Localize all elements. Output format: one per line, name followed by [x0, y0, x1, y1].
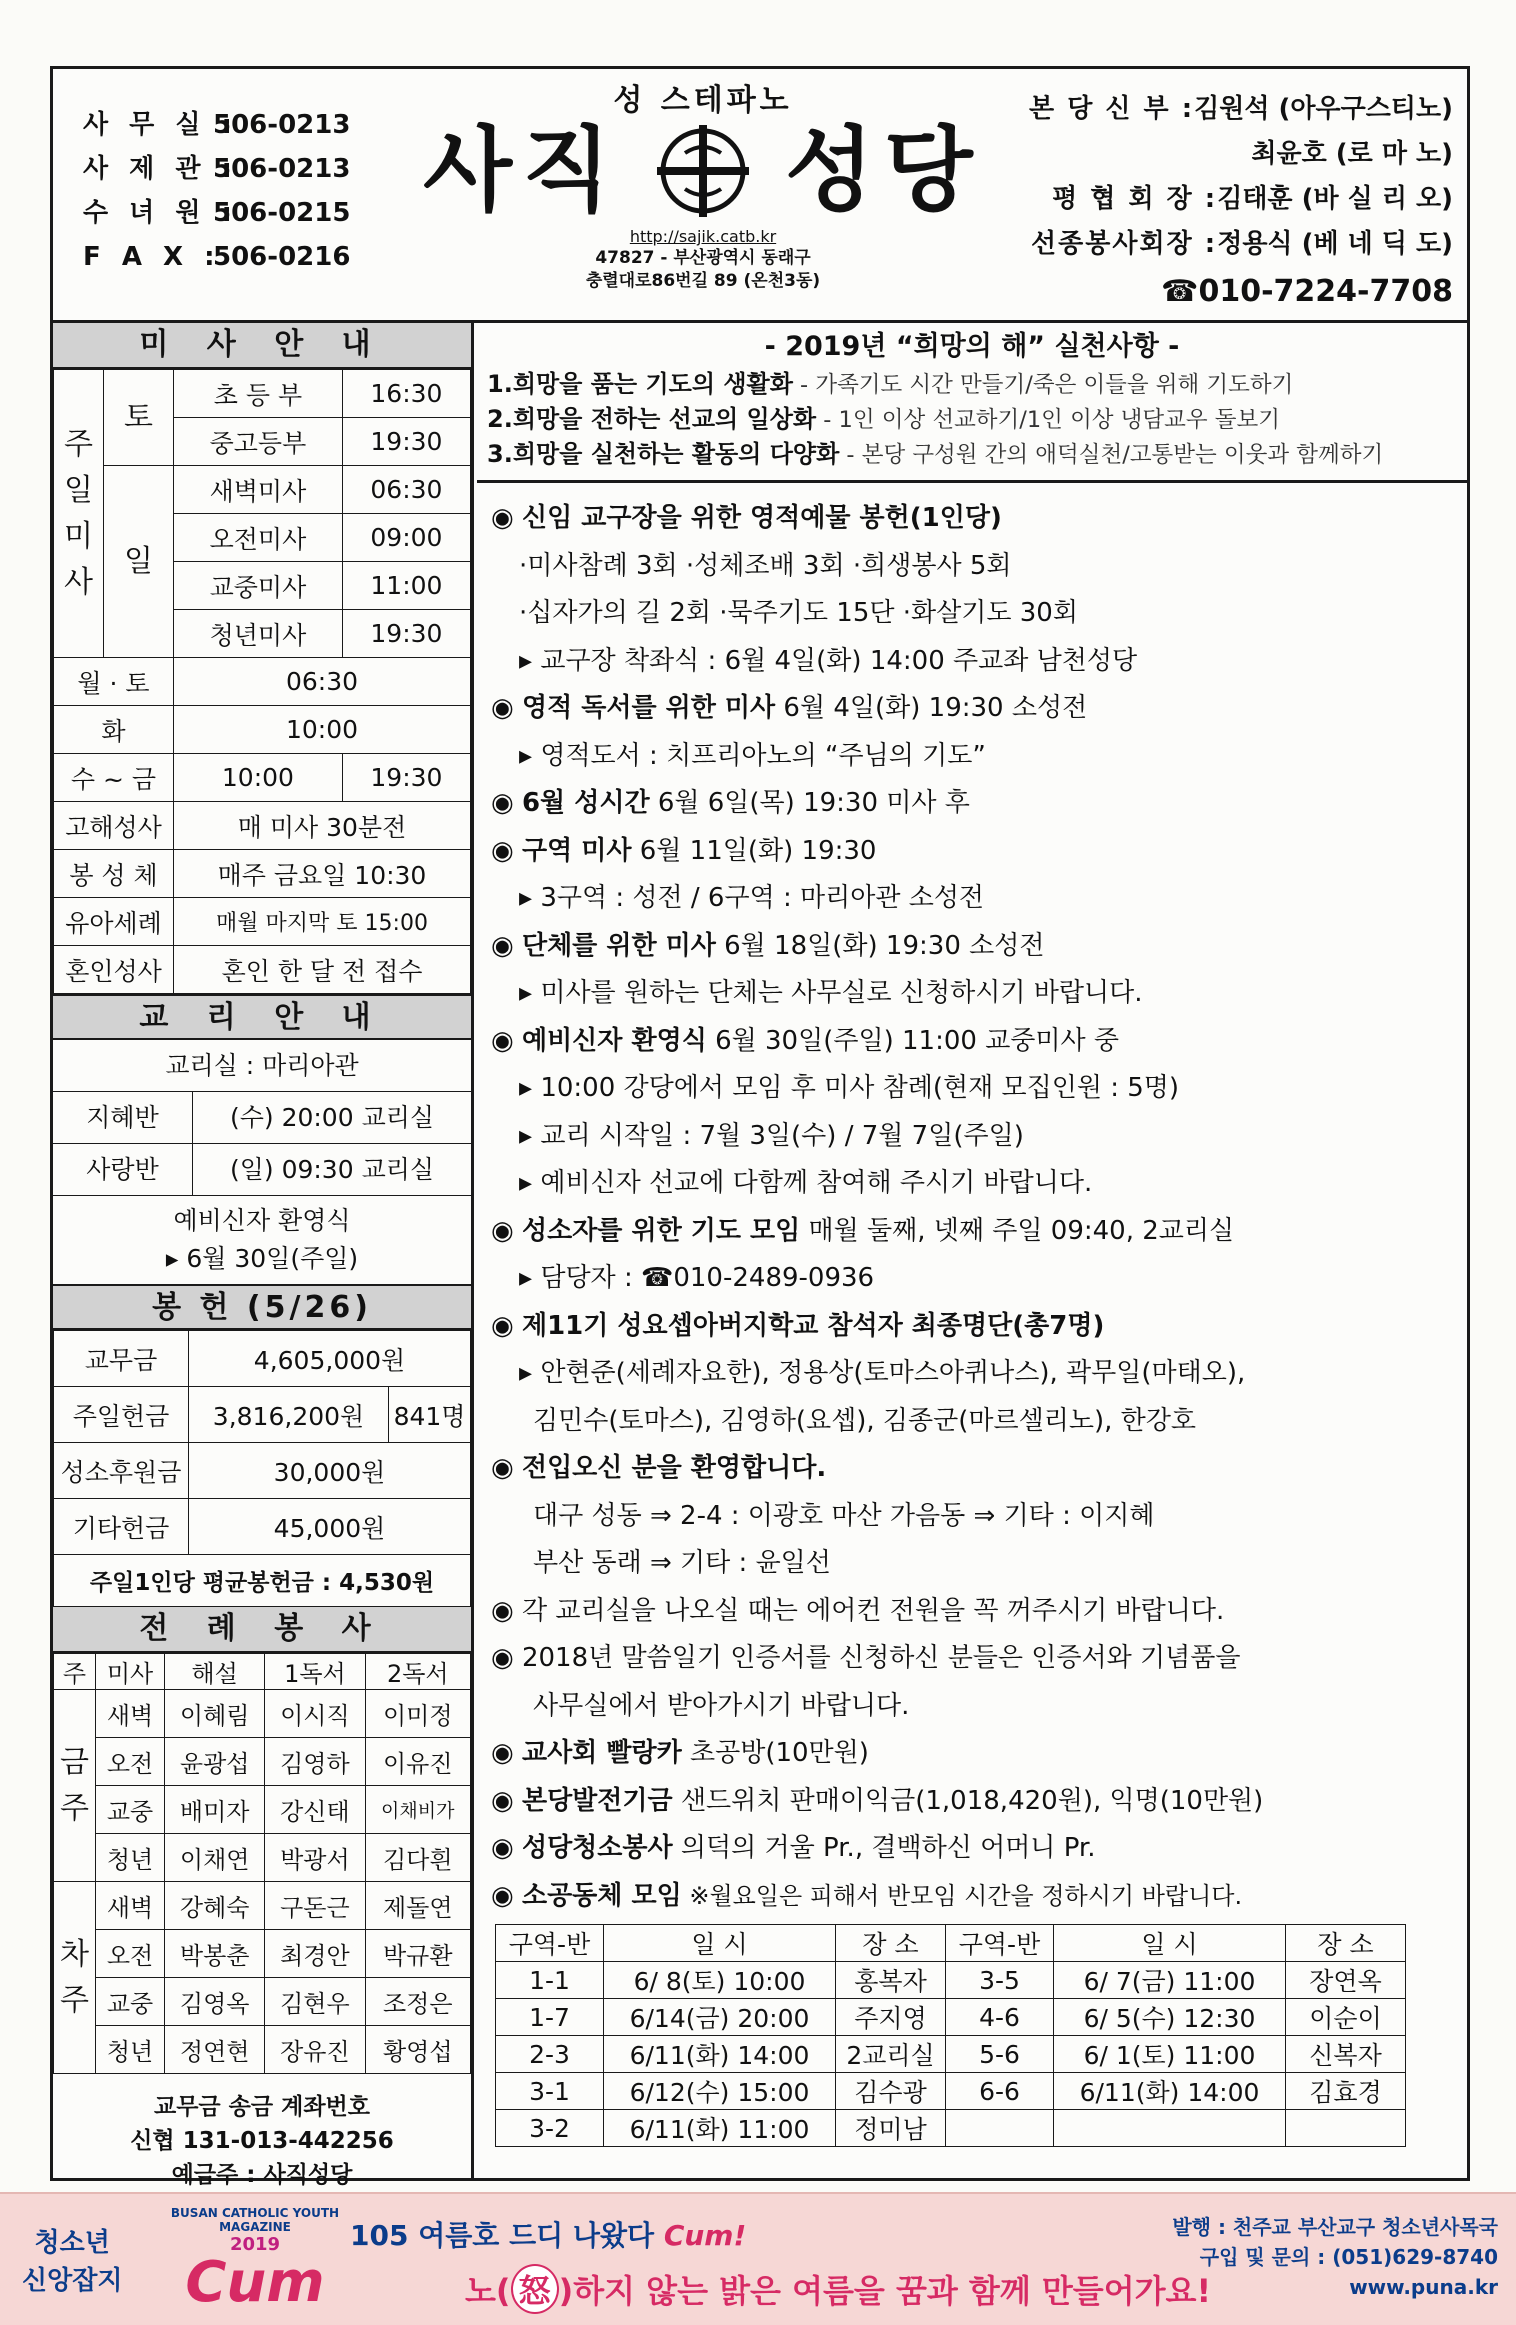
news-text: 6월 4일(화) 19:30 소성전: [775, 693, 1088, 723]
fax-label: F A X :: [83, 242, 221, 272]
minister: 박봉춘: [165, 1930, 265, 1978]
contact-phone: ☎010-7224-7708: [1161, 274, 1453, 309]
welcome-ceremony-note: [53, 1196, 471, 1284]
news-item: [491, 780, 1457, 828]
cell: 2-3: [496, 2036, 604, 2073]
cell: 6-6: [946, 2073, 1054, 2110]
mass-slot: 오전: [96, 1930, 165, 1978]
slogan-kanji: 怒: [511, 2264, 559, 2314]
sacrament-label: 봉 성 체: [54, 850, 174, 898]
staff-name: 김태훈 (바 실 리 오): [1217, 184, 1453, 214]
cell: 신복자: [1286, 2036, 1406, 2073]
publisher-contact: 구입 및 문의 : (051)629-8740: [1199, 2245, 1498, 2269]
average-offering: 주일1인당 평균봉헌금 : 4,530원: [54, 1555, 471, 1607]
mass-name: 오전미사: [174, 514, 343, 562]
mass-heading: 미 사 안 내: [53, 323, 471, 369]
cell: 6/14(금) 20:00: [604, 1999, 836, 2036]
col-commentary: 해설: [165, 1654, 265, 1690]
minister: 황영섭: [365, 2026, 470, 2074]
offering-table: [53, 1330, 471, 1607]
sacrament-label: 혼인성사: [54, 946, 174, 994]
news-detail: ▸ 안현준(세례자요한), 정용상(토마스아퀴나스), 곽무일(마태오),: [491, 1350, 1457, 1398]
minister: 장유진: [265, 2026, 365, 2074]
news-text: ※월요일은 피해서 반모임 시간을 정하시기 바랍니다.: [681, 1881, 1243, 1910]
doctrine-section: [53, 1040, 471, 1284]
cell: 6/ 1(토) 11:00: [1054, 2036, 1286, 2073]
news-text: 6월 30일(주일) 11:00 교중미사 중: [706, 1025, 1120, 1056]
minister: 강혜숙: [165, 1882, 265, 1930]
mass-slot: 청년: [96, 1834, 165, 1882]
news-detail: ▸ 미사를 원하는 단체는 사무실로 신청하시기 바랍니다.: [491, 970, 1457, 1018]
cell: 주지영: [836, 1999, 946, 2036]
minister: 강신태: [265, 1786, 365, 1834]
goal-item: [487, 437, 1457, 472]
mass-slot: 교중: [96, 1786, 165, 1834]
news-title: 신임 교구장을 위한 영적예물 봉헌(1인당): [521, 503, 1002, 533]
news-item: [491, 1018, 1457, 1066]
table-row: [496, 1962, 1406, 1999]
church-title-block: [403, 75, 1003, 292]
news-detail: ▸ 영적도서 : 치프리아노의 “주님의 기도”: [491, 733, 1457, 781]
news-text: 매월 둘째, 넷째 주일 09:40, 2교리실: [800, 1215, 1235, 1246]
news-title: 성소자를 위한 기도 모임: [521, 1215, 801, 1246]
cell: [1286, 2110, 1406, 2147]
news-detail: 대구 성동 ⇒ 2-4 : 이광호 마산 가음동 ⇒ 기타 : 이지혜: [533, 1500, 1155, 1531]
offering-heading: 봉 헌 (5/26): [53, 1284, 471, 1330]
cell: 김효경: [1286, 2073, 1406, 2110]
church-url-link[interactable]: http://sajik.catb.kr: [629, 227, 777, 246]
goal-title: 1.희망을 품는 기도의 생활화: [487, 370, 793, 398]
news-title: 소공동체 모임: [521, 1880, 682, 1911]
col-place: 장 소: [1286, 1925, 1406, 1962]
cum-logo: Cum: [185, 2250, 325, 2315]
headline-text: 105 여름호 드디 나왔다: [350, 2219, 655, 2252]
sacrament-label: 유아세례: [54, 898, 174, 946]
class-time: (일) 09:30 교리실: [229, 1155, 435, 1184]
cell: 6/ 7(금) 11:00: [1054, 1962, 1286, 1999]
goal-desc: - 가족기도 시간 만들기/죽은 이들을 위해 기도하기: [792, 372, 1294, 398]
mass-name: 중고등부: [174, 418, 343, 466]
sunday-mass-label: 주일미사: [54, 370, 104, 658]
news-title: 예비신자 환영식: [521, 1025, 707, 1056]
cell: 6/ 5(수) 12:30: [1054, 1999, 1286, 2036]
news-detail: ·십자가의 길 2회 ·묵주기도 15단 ·화살기도 30회: [519, 598, 1078, 628]
news-text: 6월 18일(화) 19:30 소성전: [715, 930, 1045, 961]
magazine-banner[interactable]: [0, 2192, 1516, 2325]
minister: 박광서: [265, 1834, 365, 1882]
cell: 6/ 8(토) 10:00: [604, 1962, 836, 1999]
col-reading1: 1독서: [265, 1654, 365, 1690]
offering-label: 교무금: [54, 1331, 189, 1387]
mass-schedule-table: [53, 369, 471, 994]
offering-amount: 45,000원: [189, 1499, 471, 1555]
cell: 1-1: [496, 1962, 604, 1999]
goal-desc: - 본당 구성원 간의 애덕실천/고통받는 이웃과 함께하기: [839, 442, 1384, 468]
minister: 김영옥: [165, 1978, 265, 2026]
news-item: [491, 828, 1457, 876]
news-item: ◉ 2018년 말씀일기 인증서를 신청하신 분들은 인증서와 기념품을: [491, 1635, 1457, 1683]
minister: 제돌연: [365, 1882, 470, 1930]
mass-time: 09:00: [342, 514, 470, 562]
offering-amount: 4,605,000원: [189, 1331, 471, 1387]
col-datetime: 일 시: [604, 1925, 836, 1962]
sacrament-value: 혼인 한 달 전 접수: [174, 946, 471, 994]
title-left: 사직: [423, 117, 621, 224]
goal-title: 3.희망을 실천하는 활동의 다양화: [487, 440, 840, 468]
weekday-time: 19:30: [342, 754, 470, 802]
news-item: [491, 685, 1457, 733]
weekday-label: 월 · 토: [54, 658, 174, 706]
goal-item: [487, 402, 1457, 437]
publisher: 발행 : 천주교 부산교구 청소년사목국: [1172, 2215, 1498, 2239]
news-text: 6월 11일(화) 19:30: [631, 835, 877, 866]
title-right: 성당: [785, 117, 983, 224]
mass-slot: 오전: [96, 1738, 165, 1786]
news-detail: ·미사참례 3회 ·성체조배 3회 ·희생봉사 5회: [519, 550, 1012, 581]
mass-slot: 새벽: [96, 1690, 165, 1738]
minister: 박규환: [365, 1930, 470, 1978]
address-line-1: 47827 - 부산광역시 동래구: [595, 248, 811, 268]
news-text: 6월 6일(목) 19:30 미사 후: [649, 788, 970, 818]
cell: 5-6: [946, 2036, 1054, 2073]
weekday-label: 수 ~ 금: [54, 754, 174, 802]
goal-title: 2.희망을 전하는 선교의 일상화: [487, 405, 817, 433]
bulletin-header: [53, 69, 1467, 323]
cell: 6/12(수) 15:00: [604, 2073, 836, 2110]
news-title: 본당발전기금: [521, 1785, 673, 1816]
minister: 조정은: [365, 1978, 470, 2026]
minister: 이혜림: [165, 1690, 265, 1738]
news-item: [491, 1778, 1457, 1826]
magazine-year: 2019: [229, 2234, 281, 2255]
fax-number: 506-0216: [213, 242, 351, 272]
headline-cum: Cum!: [663, 2219, 747, 2252]
cell: 3-2: [496, 2110, 604, 2147]
mass-time: 06:30: [342, 466, 470, 514]
news-detail: ▸ 3구역 : 성전 / 6구역 : 마리아관 소성전: [491, 875, 1457, 923]
offering-amount: 3,816,200원: [189, 1387, 389, 1443]
office-contacts: [83, 103, 350, 279]
minister: 이미정: [365, 1690, 470, 1738]
class-time: (수) 20:00 교리실: [229, 1103, 435, 1132]
mass-slot: 교중: [96, 1978, 165, 2026]
cell: 6/11(화) 11:00: [604, 2110, 836, 2147]
news-detail: ▸ 교리 시작일 : 7월 3일(수) / 7월 7일(주일): [491, 1113, 1457, 1161]
news-title: 영적 독서를 위한 미사: [521, 693, 776, 723]
convent-label: 수 녀 원 :: [83, 198, 238, 228]
account-info: [53, 2074, 471, 2192]
news-title: 전입오신 분을 환영합니다.: [521, 1453, 827, 1483]
table-row: [496, 1999, 1406, 2036]
class-name: 지혜반: [53, 1092, 193, 1143]
news-item: [491, 1873, 1457, 1921]
news-item: [491, 495, 1457, 543]
offering-label: 기타헌금: [54, 1499, 189, 1555]
offering-amount: 30,000원: [189, 1443, 471, 1499]
staff-role: 평 협 회 장 :: [1052, 184, 1218, 214]
weekday-label: 화: [54, 706, 174, 754]
goal-desc: - 1인 이상 선교하기/1인 이상 냉담교우 돌보기: [816, 407, 1280, 433]
news-item: [491, 1730, 1457, 1778]
news-item: [491, 1208, 1457, 1256]
minister: 최경안: [265, 1930, 365, 1978]
mass-time: 19:30: [342, 418, 470, 466]
cell: 홍복자: [836, 1962, 946, 1999]
liturgy-table: [53, 1653, 471, 2074]
news-text: 초공방(10만원): [681, 1738, 869, 1768]
cell: 6/11(화) 14:00: [604, 2036, 836, 2073]
news-list: [477, 483, 1467, 2147]
cell: 김수광: [836, 2073, 946, 2110]
news-item: [491, 1445, 1457, 1493]
church-title: [403, 117, 1003, 224]
offering-label: 주일헌금: [54, 1387, 189, 1443]
news-title: 6월 성시간: [521, 788, 650, 818]
cell: 6/11(화) 14:00: [1054, 2073, 1286, 2110]
minister: 이시직: [265, 1690, 365, 1738]
doctrine-room: 교리실 : 마리아관: [53, 1040, 471, 1092]
col-district: 구역-반: [946, 1925, 1054, 1962]
bulletin-frame: [50, 66, 1470, 2188]
staff-list: [1029, 87, 1453, 314]
news-item: [491, 1825, 1457, 1873]
cell: [946, 2110, 1054, 2147]
staff-name: 정용식 (베 네 딕 도): [1217, 229, 1453, 259]
cell: 장연옥: [1286, 1962, 1406, 1999]
news-item: [491, 1303, 1457, 1351]
minister: 정연현: [165, 2026, 265, 2074]
sacrament-value: 매주 금요일 10:30: [174, 850, 471, 898]
mass-name: 초 등 부: [174, 370, 343, 418]
minister: 이채비가: [365, 1786, 470, 1834]
cell: 3-1: [496, 2073, 604, 2110]
table-row: [496, 2110, 1406, 2147]
left-column: [53, 323, 474, 2188]
next-week-label: 차주: [54, 1882, 96, 2074]
publisher-website-link[interactable]: www.puna.kr: [1349, 2275, 1498, 2299]
yearly-goals: [477, 323, 1467, 483]
sacrament-value: 매 미사 30분전: [174, 802, 471, 850]
minister: 김현우: [265, 1978, 365, 2026]
banner-slogan: 노( 怒 )하지 않는 밝은 여름을 꿈과 함께 만들어가요!: [465, 2264, 1211, 2314]
office-label: 사 무 실 :: [83, 110, 238, 140]
account-title: 교무금 송금 계좌번호: [154, 2094, 370, 2120]
staff-role: 선종봉사회장 :: [1031, 229, 1218, 259]
magazine-label: [22, 2224, 122, 2300]
col-datetime: 일 시: [1054, 1925, 1286, 1962]
slogan-start: 노: [465, 2272, 496, 2310]
publisher-info: [1172, 2212, 1498, 2302]
news-title: 구역 미사: [521, 835, 632, 866]
magazine-label-2: 신앙잡지: [22, 2266, 123, 2296]
magazine-label-1: 청소년: [34, 2228, 110, 2258]
minister: 김영하: [265, 1738, 365, 1786]
rectory-label: 사 제 관 :: [83, 154, 238, 184]
sunday-label: 일: [104, 466, 174, 658]
class-name: 사랑반: [53, 1144, 193, 1195]
minister: 김다흰: [365, 1834, 470, 1882]
rectory-number: 506-0213: [213, 154, 351, 184]
staff-role: 본 당 신 부 :: [1029, 94, 1195, 124]
col-district: 구역-반: [496, 1925, 604, 1962]
news-title: 교사회 빨랑카: [521, 1738, 682, 1768]
staff-name: 김원석 (아우구스티노): [1194, 94, 1453, 124]
news-detail: ▸ 교구장 착좌식 : 6월 4일(화) 14:00 주교좌 남천성당: [491, 638, 1457, 686]
cell: 정미남: [836, 2110, 946, 2147]
minister: 이유진: [365, 1738, 470, 1786]
doctrine-heading: 교 리 안 내: [53, 994, 471, 1040]
news-title: 단체를 위한 미사: [521, 930, 716, 961]
weekday-time: 06:30: [174, 658, 471, 706]
church-subtitle: 성 스테파노: [613, 83, 793, 118]
small-community-table: [495, 1924, 1406, 2147]
news-text: 샌드위치 판매이익금(1,018,420원), 익명(10만원): [672, 1785, 1264, 1816]
news-detail: ▸ 10:00 강당에서 모임 후 미사 참례(현재 모집인원 : 5명): [491, 1065, 1457, 1113]
table-row: [496, 2036, 1406, 2073]
news-text: 의덕의 거울 Pr., 결백하신 어머니 Pr.: [672, 1833, 1096, 1863]
cell: 이순이: [1286, 1999, 1406, 2036]
news-detail: 부산 동래 ⇒ 기타 : 윤일선: [533, 1548, 831, 1578]
cell: 4-6: [946, 1999, 1054, 2036]
attendance-count: 841명: [389, 1387, 471, 1443]
minister: 윤광섭: [165, 1738, 265, 1786]
minister: 이채연: [165, 1834, 265, 1882]
goals-title: - 2019년 “희망의 해” 실천사항 -: [764, 331, 1180, 362]
minister: 배미자: [165, 1786, 265, 1834]
cross-logo-icon: [655, 123, 751, 219]
mass-name: 청년미사: [174, 610, 343, 658]
liturgy-heading: 전 례 봉 사: [53, 1607, 471, 1653]
news-detail: 사무실에서 받아가시기 바랍니다.: [533, 1690, 910, 1721]
mass-time: 19:30: [342, 610, 470, 658]
mass-time: 16:30: [342, 370, 470, 418]
banner-headline: [350, 2214, 746, 2254]
welcome-note-date: ▸ 6월 30일(주일): [165, 1244, 359, 1273]
saturday-label: 토: [104, 370, 174, 466]
news-item: [491, 923, 1457, 971]
magazine-tagline: BUSAN CATHOLIC YOUTH MAGAZINE: [170, 2206, 340, 2234]
weekday-time: 10:00: [174, 706, 471, 754]
office-number: 506-0213: [213, 110, 351, 140]
weekday-time: 10:00: [174, 754, 343, 802]
minister: 구돈근: [265, 1882, 365, 1930]
sacrament-label: 고해성사: [54, 802, 174, 850]
mass-time: 11:00: [342, 562, 470, 610]
news-title: 성당청소봉사: [521, 1833, 673, 1863]
col-place: 장 소: [836, 1925, 946, 1962]
news-title: 제11기 성요셉아버지학교 참석자 최종명단(총7명): [521, 1310, 1105, 1341]
col-reading2: 2독서: [365, 1654, 470, 1690]
address-line-2: 충렬대로86번길 89 (온천3동): [585, 271, 821, 291]
mass-slot: 새벽: [96, 1882, 165, 1930]
slogan-end: 하지 않는 밝은 여름을 꿈과 함께 만들어가요!: [573, 2272, 1212, 2310]
table-row: [496, 2073, 1406, 2110]
convent-number: 506-0215: [213, 198, 351, 228]
account-holder: 예금주 : 사직성당: [171, 2162, 353, 2188]
news-detail: ▸ 담당자 : ☎010-2489-0936: [491, 1255, 1457, 1303]
right-column: [477, 323, 1467, 2178]
cell: 3-5: [946, 1962, 1054, 1999]
goal-item: [487, 367, 1457, 402]
col-week: 주: [54, 1654, 96, 1690]
welcome-note-title: 예비신자 환영식: [173, 1206, 351, 1235]
magazine-logo: [160, 2206, 350, 2315]
col-mass: 미사: [96, 1654, 165, 1690]
staff-name: 최윤호 (로 마 노): [1251, 139, 1453, 169]
this-week-label: 금주: [54, 1690, 96, 1882]
mass-name: 새벽미사: [174, 466, 343, 514]
news-detail: ▸ 예비신자 선교에 다함께 참여해 주시기 바랍니다.: [491, 1160, 1457, 1208]
cell: 1-7: [496, 1999, 604, 2036]
account-bank: 신협 131-013-442256: [130, 2128, 394, 2154]
mass-slot: 청년: [96, 2026, 165, 2074]
offering-label: 성소후원금: [54, 1443, 189, 1499]
sacrament-value: 매월 마지막 토 15:00: [174, 898, 471, 946]
news-detail: 김민수(토마스), 김영하(요셉), 김종군(마르셀리노), 한강호: [533, 1405, 1197, 1436]
cell: 2교리실: [836, 2036, 946, 2073]
mass-name: 교중미사: [174, 562, 343, 610]
news-item: ◉ 각 교리실을 나오실 때는 에어컨 전원을 꼭 꺼주시기 바랍니다.: [491, 1588, 1457, 1636]
cell: [1054, 2110, 1286, 2147]
